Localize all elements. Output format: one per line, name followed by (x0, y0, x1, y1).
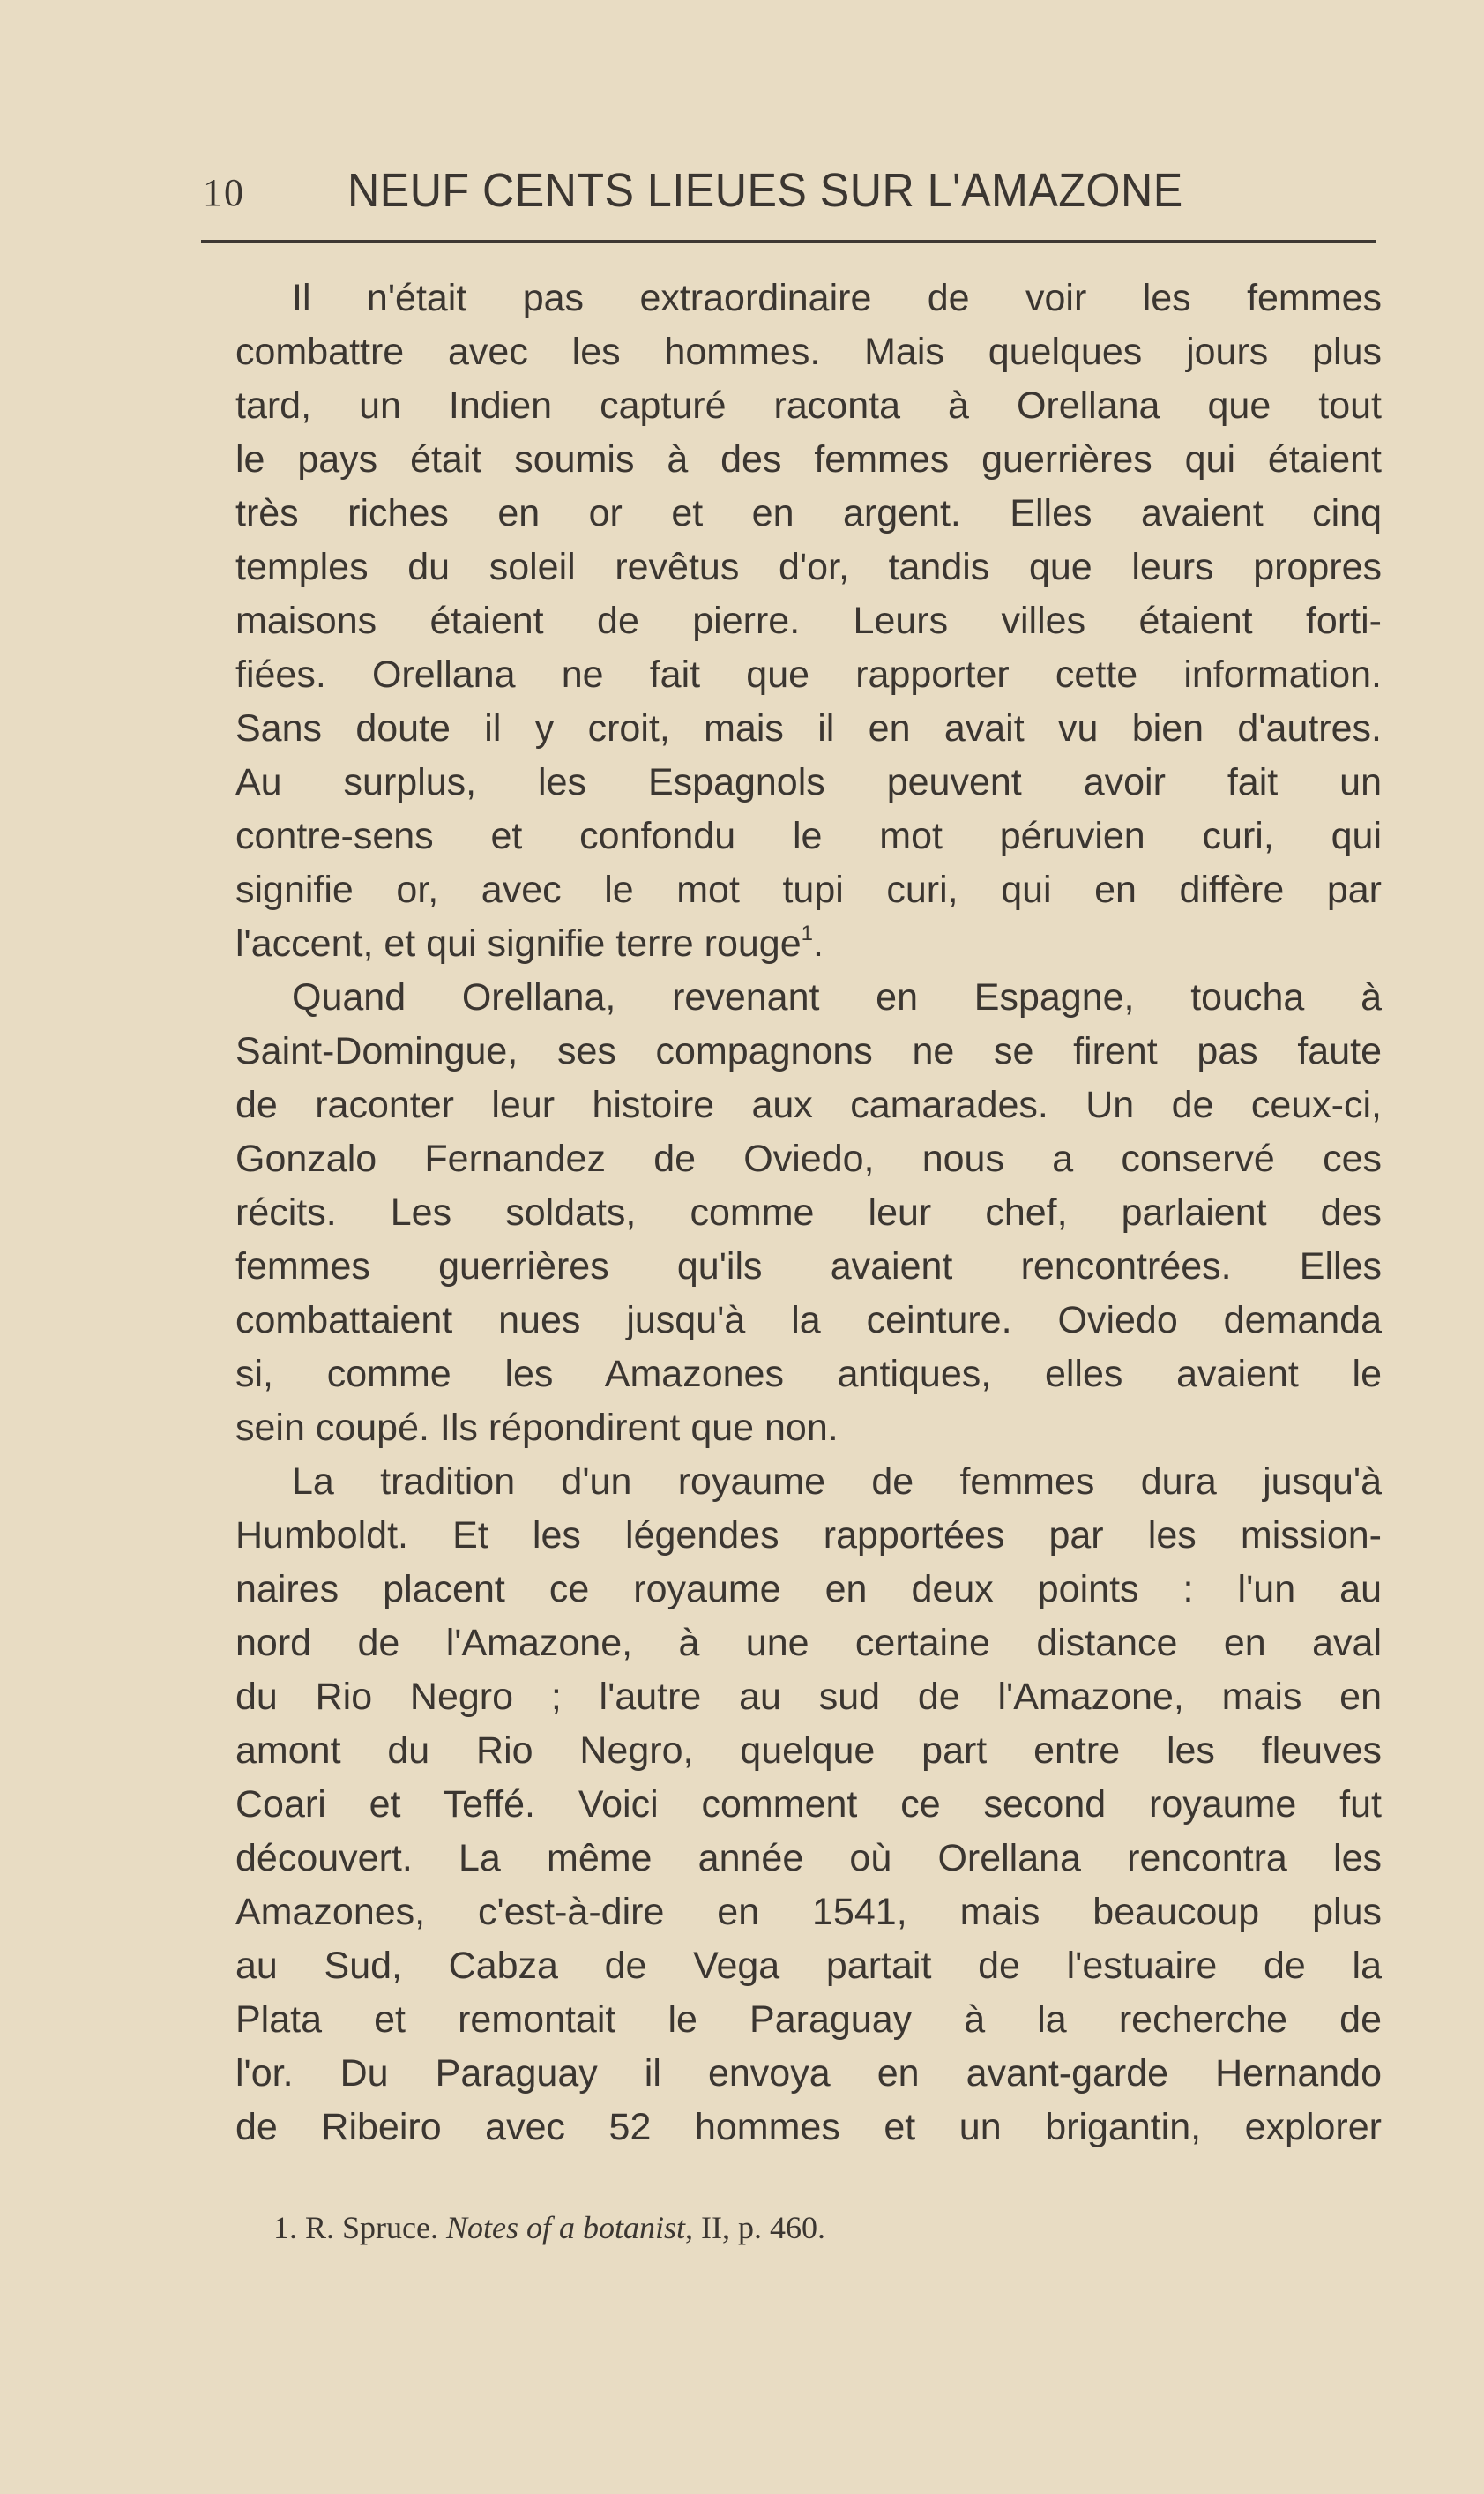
line-text: sein coupé. Ils répondirent que non. (235, 1407, 839, 1449)
line-text: Saint-Domingue, ses compagnons ne se firent pas faute (235, 1030, 1382, 1072)
text-line (235, 1025, 1382, 1079)
footnote-author: R. Spruce. (305, 2210, 438, 2245)
line-text: de raconter leur histoire aux camarades. Un de ceux-ci, (235, 1084, 1382, 1126)
line-text: si, comme les Amazones antiques, elles avaient le (235, 1353, 1382, 1395)
text-line (235, 648, 1382, 702)
line-text: amont du Rio Negro, quelque part entre les fleuves (235, 1729, 1382, 1772)
text-line (235, 541, 1382, 594)
line-text: femmes guerrières qu'ils avaient rencontrées. Elles (235, 1245, 1382, 1288)
text-line (235, 1455, 1382, 1509)
text-line (235, 1778, 1382, 1832)
running-header (199, 163, 1381, 216)
line-text: combattaient nues jusqu'à la ceinture. Oviedo demanda (235, 1299, 1382, 1341)
header-rule (201, 240, 1376, 243)
line-text: nord de l'Amazone, à une certaine distance en aval (235, 1622, 1382, 1664)
running-title: NEUF CENTS LIEUES SUR L'AMAZONE (347, 164, 1183, 217)
text-line (235, 1617, 1382, 1670)
text-line (235, 1079, 1382, 1132)
line-text: découvert. La même année où Orellana rencontra les (235, 1837, 1382, 1879)
line-text: Au surplus, les Espagnols peuvent avoir fait un (235, 761, 1382, 803)
footnote-reference-mark: 1 (801, 922, 813, 945)
line-tail: . (812, 922, 824, 965)
text-line (235, 863, 1382, 917)
line-text: très riches en or et en argent. Elles avaient cinq (235, 492, 1382, 534)
paragraph (235, 272, 1382, 971)
line-text: de Ribeiro avec 52 hommes et un brigantin, explorer (235, 2106, 1382, 2148)
line-text: l'accent, et qui signifie terre rouge (235, 922, 802, 965)
line-text: Sans doute il y croit, mais il en avait vu bien d'autres. (235, 707, 1382, 750)
line-text: La tradition d'un royaume de femmes dura jusqu'à (292, 1460, 1382, 1503)
line-text: Coari et Teffé. Voici comment ce second royaume fut (235, 1783, 1382, 1826)
text-line (235, 2047, 1382, 2101)
page-number: 10 (203, 171, 245, 214)
paragraph (235, 1455, 1382, 2154)
line-text: Amazones, c'est-à-dire en 1541, mais beaucoup plus (235, 1891, 1382, 1933)
line-text: Il n'était pas extraordinaire de voir les femmes (292, 277, 1382, 319)
text-line (235, 1832, 1382, 1885)
line-text: fiées. Orellana ne fait que rapporter cette information. (235, 653, 1382, 696)
line-text: tard, un Indien capturé raconta à Orellana que tout (235, 385, 1382, 427)
line-text: combattre avec les hommes. Mais quelques jours plus (235, 331, 1382, 373)
line-text: maisons étaient de pierre. Leurs villes étaient forti- (235, 600, 1382, 642)
line-text: l'or. Du Paraguay il envoya en avant-garde Hernando (235, 2052, 1382, 2095)
text-line (235, 810, 1382, 863)
line-text: signifie or, avec le mot tupi curi, qui en diffère par (235, 869, 1382, 911)
text-line (235, 1670, 1382, 1724)
text-line (235, 917, 1382, 971)
text-line (235, 1509, 1382, 1563)
text-line (235, 1186, 1382, 1240)
footnote-reference: , II, p. 460. (685, 2210, 825, 2245)
text-line (235, 1240, 1382, 1294)
text-line (235, 487, 1382, 541)
text-line (235, 1724, 1382, 1778)
footnote (273, 2209, 825, 2246)
line-text: Gonzalo Fernandez de Oviedo, nous a conservé ces (235, 1138, 1382, 1180)
text-line (235, 594, 1382, 648)
text-line (235, 1939, 1382, 1993)
footnote-number: 1. (273, 2210, 297, 2245)
text-line (235, 325, 1382, 379)
text-line (235, 433, 1382, 487)
text-line (235, 1885, 1382, 1939)
line-text: naires placent ce royaume en deux points : l'un au (235, 1568, 1382, 1610)
line-text: Plata et remontait le Paraguay à la recherche de (235, 1998, 1382, 2041)
text-line (235, 971, 1382, 1025)
text-line (235, 1348, 1382, 1401)
text-line (235, 272, 1382, 325)
body-text (235, 272, 1382, 2154)
text-line (235, 2101, 1382, 2154)
line-text: Humboldt. Et les légendes rapportées par les mission- (235, 1514, 1382, 1557)
text-line (235, 379, 1382, 433)
line-text: récits. Les soldats, comme leur chef, parlaient des (235, 1191, 1382, 1234)
text-line (235, 1993, 1382, 2047)
line-text: Quand Orellana, revenant en Espagne, toucha à (292, 976, 1382, 1019)
line-text: le pays était soumis à des femmes guerrières qui étaient (235, 438, 1382, 481)
footnote-title: Notes of a botanist (445, 2210, 686, 2245)
text-line (235, 1401, 1382, 1455)
line-text: temples du soleil revêtus d'or, tandis que leurs propres (235, 546, 1382, 588)
text-line (235, 1294, 1382, 1348)
line-text: contre-sens et confondu le mot péruvien curi, qui (235, 815, 1382, 857)
text-line (235, 702, 1382, 756)
paragraph (235, 971, 1382, 1455)
text-line (235, 756, 1382, 810)
line-text: du Rio Negro ; l'autre au sud de l'Amazone, mais en (235, 1676, 1382, 1718)
text-line (235, 1563, 1382, 1617)
line-text: au Sud, Cabza de Vega partait de l'estuaire de la (235, 1945, 1382, 1987)
text-line (235, 1132, 1382, 1186)
